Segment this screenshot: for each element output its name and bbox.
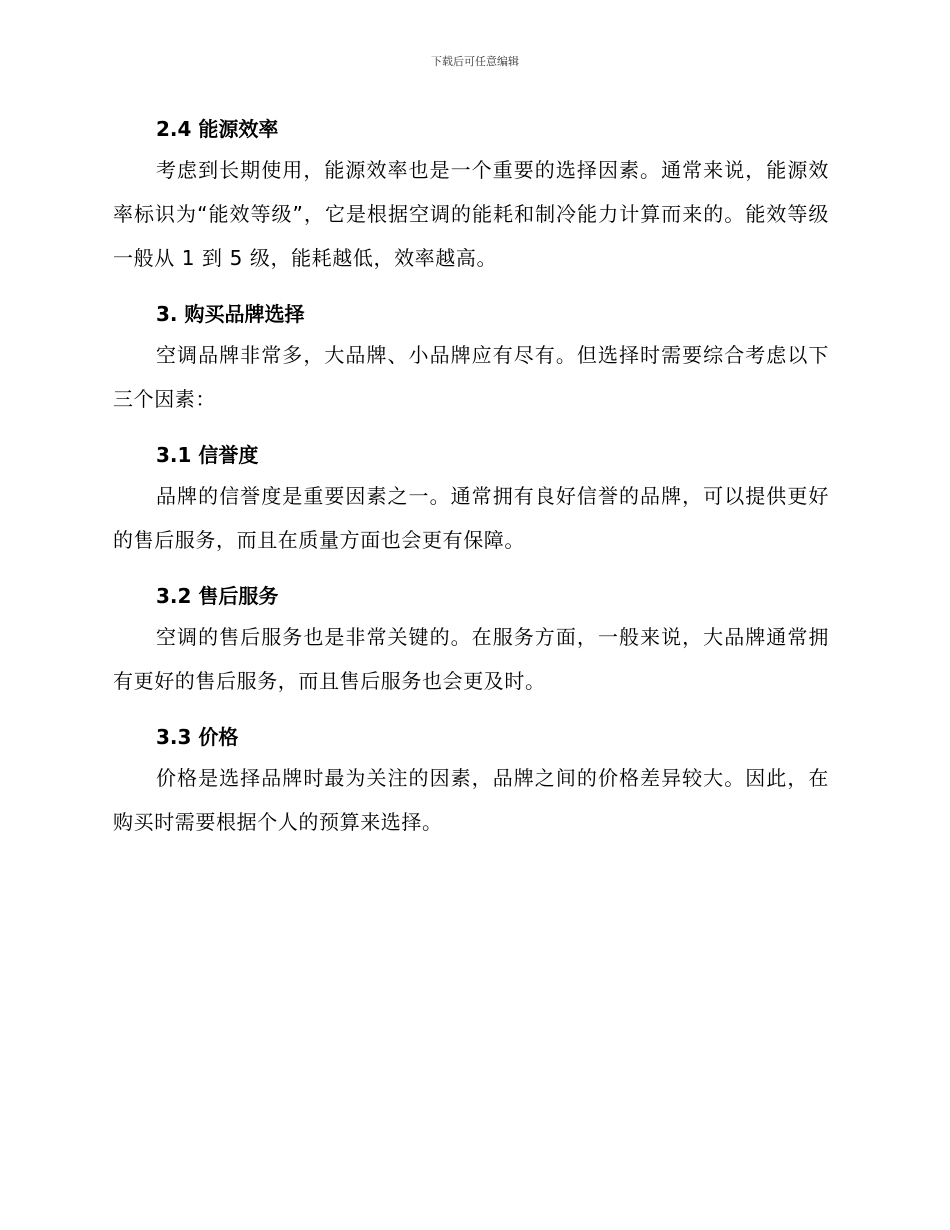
section-brand-choice <box>113 299 829 421</box>
document-body <box>113 114 829 844</box>
section-reputation <box>113 440 829 562</box>
section-paragraph: 价格是选择品牌时最为关注的因素，品牌之间的价格差异较大。因此，在购买时需要根据个人的预算来选择。 <box>113 766 829 834</box>
section-heading: 3.3 价格 <box>156 725 239 749</box>
section-heading: 2.4 能源效率 <box>156 117 279 141</box>
page-header-note: 下载后可任意编辑 <box>431 55 519 68</box>
section-price <box>113 722 829 844</box>
section-paragraph: 考虑到长期使用，能源效率也是一个重要的选择因素。通常来说，能源效率标识为“能效等级”，它是根据空调的能耗和制冷能力计算而来的。能效等级一般从 1 到 5 级，能耗越低，效率越高。 <box>113 158 829 270</box>
section-heading: 3.2 售后服务 <box>156 584 279 608</box>
section-paragraph: 空调的售后服务也是非常关键的。在服务方面，一般来说，大品牌通常拥有更好的售后服务，而且售后服务也会更及时。 <box>113 625 829 693</box>
section-paragraph: 品牌的信誉度是重要因素之一。通常拥有良好信誉的品牌，可以提供更好的售后服务，而且在质量方面也会更有保障。 <box>113 484 829 552</box>
section-heading: 3.1 信誉度 <box>156 443 259 467</box>
section-paragraph: 空调品牌非常多，大品牌、小品牌应有尽有。但选择时需要综合考虑以下三个因素： <box>113 343 829 411</box>
section-after-sales <box>113 581 829 703</box>
section-energy-efficiency <box>113 114 829 280</box>
section-heading: 3. 购买品牌选择 <box>156 302 305 326</box>
